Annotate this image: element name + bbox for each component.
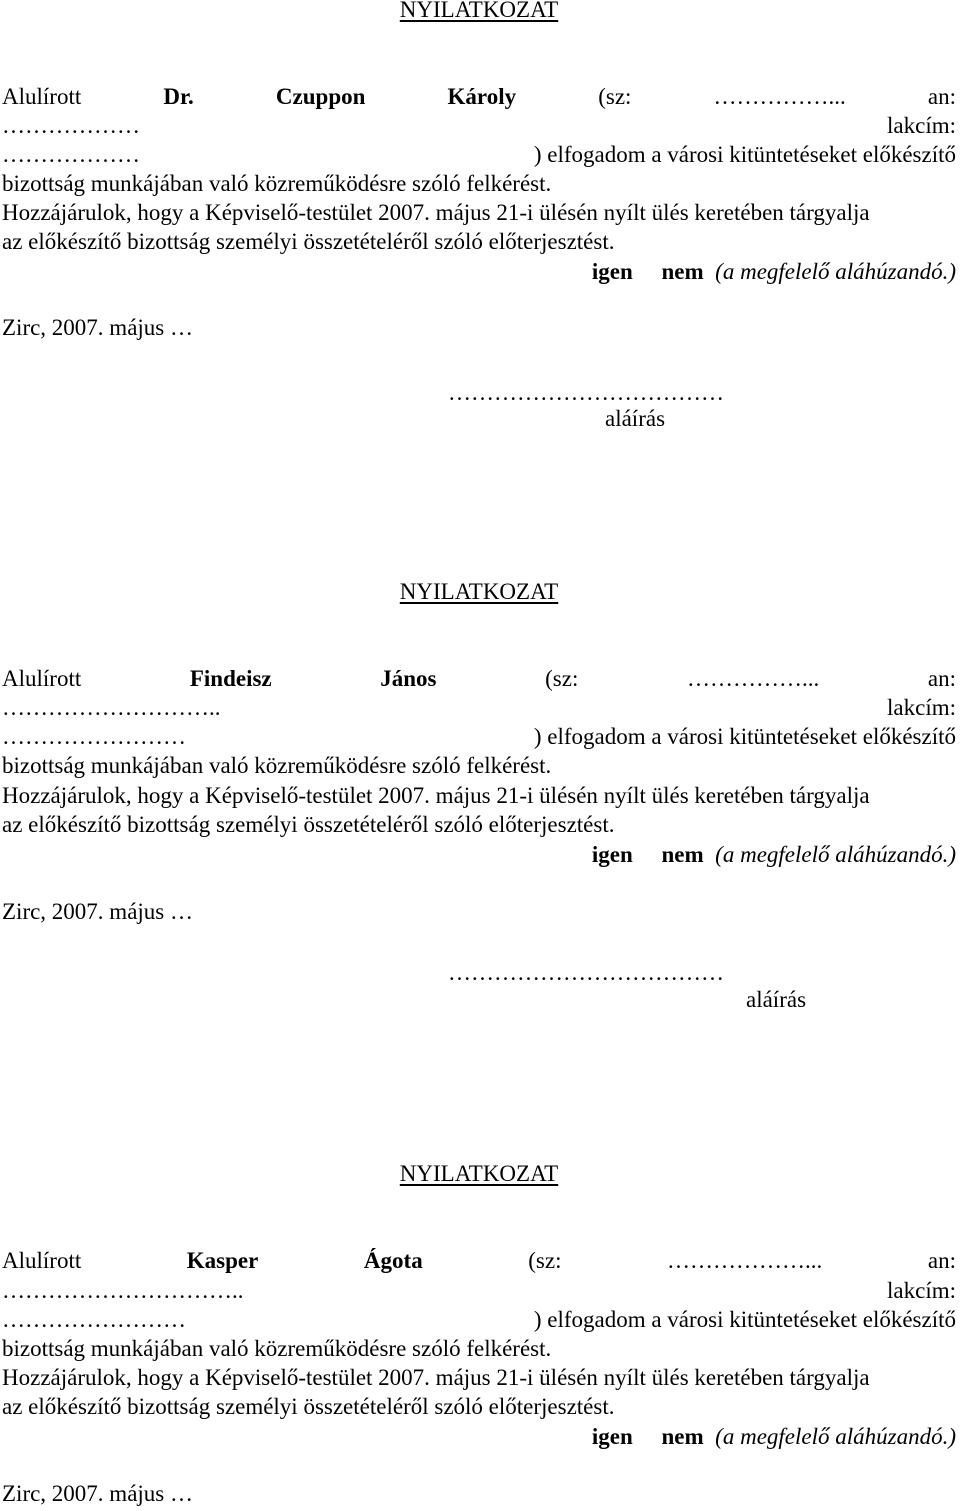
consent-choice <box>2 1422 956 1451</box>
signature-line: ……………………………… <box>448 380 724 405</box>
body-text: bizottság munkájában való közreműködésre szóló felkérést. <box>2 753 552 778</box>
declarant-name-part: Ágota <box>363 1248 423 1273</box>
declarant-name-part: Károly <box>447 84 517 109</box>
acceptance-line: …………………… ) elfogadom a városi kitüntetéseket előkészítő <box>2 724 956 749</box>
body-text: az előkészítő bizottság személyi összetételéről szóló előterjesztést. <box>2 812 615 837</box>
address-line: ……………… lakcím: <box>2 113 956 138</box>
declarant-line: Alulírott Findeisz János (sz: ……………... an: <box>2 666 956 691</box>
declarant-name-part: Kasper <box>186 1248 259 1273</box>
signature-label: aláírás <box>746 987 807 1012</box>
declarant-name-part: János <box>380 666 437 691</box>
place-date: Zirc, 2007. május … <box>2 315 193 340</box>
declaration-title: NYILATKOZAT <box>399 1161 559 1186</box>
fill-in-dots: ………………... <box>667 1248 823 1273</box>
option-no: nem <box>661 259 704 284</box>
declarant-name-part: Dr. <box>163 84 194 109</box>
body-text: Hozzájárulok, hogy a Képviselő-testület 2007. május 21-i ülésén nyílt ülés keretében tárgyalja <box>2 200 870 225</box>
body-text: az előkészítő bizottság személyi összetételéről szóló előterjesztést. <box>2 1394 615 1419</box>
consent-choice <box>2 840 956 869</box>
place-date: Zirc, 2007. május … <box>2 899 193 924</box>
option-yes: igen <box>591 259 633 284</box>
instruction-note: (a megfelelő aláhúzandó.) <box>715 1424 956 1449</box>
declarant-name-part: Findeisz <box>189 666 272 691</box>
fill-in-dots: ……………... <box>686 666 820 691</box>
body-text: bizottság munkájában való közreműködésre szóló felkérést. <box>2 1336 552 1361</box>
instruction-note: (a megfelelő aláhúzandó.) <box>715 842 956 867</box>
fill-in-dots: ……………… <box>2 142 140 167</box>
consent-choice <box>2 257 956 286</box>
body-text: bizottság munkájában való közreműködésre szóló felkérést. <box>2 171 552 196</box>
address-line: ……………………….. lakcím: <box>2 695 956 720</box>
option-no: nem <box>661 842 704 867</box>
address-line: ………………………….. lakcím: <box>2 1278 956 1303</box>
option-yes: igen <box>591 1424 633 1449</box>
declarant-line: Alulírott Kasper Ágota (sz: ………………... an: <box>2 1248 956 1273</box>
fill-in-dots: ……………………….. <box>2 695 221 720</box>
declarant-name-part: Czuppon <box>275 84 366 109</box>
fill-in-dots: ………………………….. <box>2 1278 244 1303</box>
body-text: Hozzájárulok, hogy a Képviselő-testület 2007. május 21-i ülésén nyílt ülés keretében tárgyalja <box>2 783 870 808</box>
option-yes: igen <box>591 842 633 867</box>
signature-label: aláírás <box>605 406 666 431</box>
body-text: az előkészítő bizottság személyi összetételéről szóló előterjesztést. <box>2 229 615 254</box>
option-no: nem <box>661 1424 704 1449</box>
fill-in-dots: …………………… <box>2 724 186 749</box>
acceptance-line: …………………… ) elfogadom a városi kitüntetéseket előkészítő <box>2 1307 956 1332</box>
fill-in-dots: ……………... <box>713 84 846 109</box>
place-date: Zirc, 2007. május … <box>2 1481 193 1506</box>
body-text: Hozzájárulok, hogy a Képviselő-testület 2007. május 21-i ülésén nyílt ülés keretében tárgyalja <box>2 1365 870 1390</box>
acceptance-line: ……………… ) elfogadom a városi kitüntetéseket előkészítő <box>2 142 956 167</box>
signature-line: ……………………………… <box>448 960 724 985</box>
declaration-title: NYILATKOZAT <box>399 0 559 22</box>
declarant-line: Alulírott Dr. Czuppon Károly (sz: ……………... an: <box>2 84 956 109</box>
declaration-title: NYILATKOZAT <box>399 579 559 604</box>
fill-in-dots: ……………… <box>2 113 140 138</box>
instruction-note: (a megfelelő aláhúzandó.) <box>715 259 956 284</box>
fill-in-dots: …………………… <box>2 1307 186 1332</box>
